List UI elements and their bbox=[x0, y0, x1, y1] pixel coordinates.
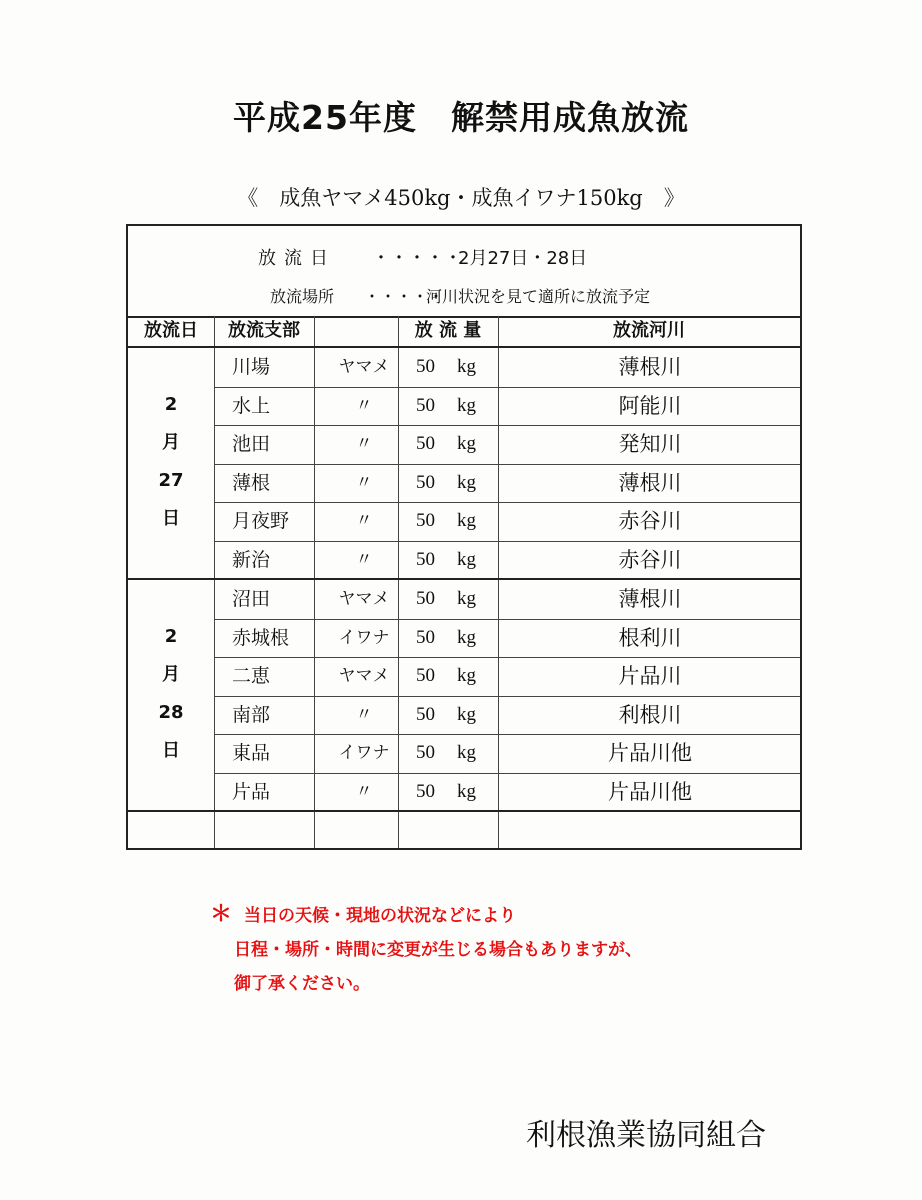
branch-cell: 月夜野 bbox=[232, 510, 290, 533]
release-place-value: 河川状況を見て適所に放流予定 bbox=[426, 287, 651, 306]
date-char: 28 bbox=[158, 701, 184, 723]
branch-cell: 南部 bbox=[232, 703, 271, 726]
notice-line-3: 御了承ください。 bbox=[234, 974, 370, 994]
branch-cell: 川場 bbox=[232, 356, 271, 378]
release-date-label: 放流日 bbox=[258, 248, 336, 269]
river-cell: 片品川他 bbox=[608, 780, 692, 804]
header-branch: 放流支部 bbox=[228, 320, 300, 341]
organization-name: 利根漁業協同組合 bbox=[526, 1118, 766, 1153]
fish-type-cell: 〃 bbox=[355, 434, 373, 455]
amount-cell bbox=[416, 773, 476, 811]
amount-unit: kg bbox=[457, 356, 476, 377]
fish-type-cell: 〃 bbox=[355, 511, 373, 532]
document-title: 平成25年度 解禁用成魚放流 bbox=[233, 98, 689, 137]
amount-unit: kg bbox=[457, 742, 476, 764]
amount-unit: kg bbox=[457, 549, 476, 570]
amount-value: 50 bbox=[416, 703, 435, 725]
amount-value: 50 bbox=[416, 356, 435, 377]
fish-type-cell: 〃 bbox=[355, 550, 373, 570]
notice-text-1: 当日の天候・現地の状況などにより bbox=[244, 906, 516, 926]
branch-cell: 東品 bbox=[232, 742, 271, 765]
release-date-dots: ・・・・・ bbox=[372, 248, 462, 269]
amount-unit: kg bbox=[457, 510, 476, 532]
branch-cell: 水上 bbox=[232, 394, 271, 417]
header-date: 放流日 bbox=[144, 320, 198, 341]
amount-cell bbox=[416, 464, 476, 502]
amount-cell bbox=[416, 580, 476, 618]
release-date-value: 2月27日・28日 bbox=[458, 248, 588, 269]
date-char: 月 bbox=[162, 431, 180, 453]
amount-unit: kg bbox=[457, 781, 476, 802]
amount-cell bbox=[416, 541, 476, 579]
amount-cell bbox=[416, 387, 476, 425]
fish-type-cell: 〃 bbox=[355, 395, 373, 416]
date-char: 2 bbox=[164, 625, 178, 647]
fish-type-cell: 〃 bbox=[355, 782, 373, 802]
amount-unit: kg bbox=[457, 394, 476, 416]
river-cell: 薄根川 bbox=[618, 587, 682, 611]
river-cell: 片品川他 bbox=[608, 741, 692, 766]
fish-type-cell: 〃 bbox=[355, 472, 373, 493]
asterisk-icon: ＊ bbox=[210, 902, 233, 927]
fish-type-cell: 〃 bbox=[355, 704, 373, 725]
amount-value: 50 bbox=[416, 665, 435, 687]
branch-cell: 新治 bbox=[232, 549, 271, 571]
river-cell: 発知川 bbox=[618, 432, 682, 457]
date-cell bbox=[128, 618, 214, 770]
branch-cell: 池田 bbox=[232, 433, 271, 456]
branch-cell: 沼田 bbox=[232, 588, 271, 610]
change-notice bbox=[210, 898, 642, 1001]
amount-cell bbox=[416, 502, 476, 540]
amount-unit: kg bbox=[457, 626, 476, 648]
header-river: 放流河川 bbox=[613, 320, 685, 341]
fish-type-cell: イワナ bbox=[338, 743, 390, 764]
notice-line-1 bbox=[210, 898, 642, 933]
branch-cell: 片品 bbox=[232, 781, 271, 803]
amount-cell bbox=[416, 734, 476, 772]
amount-cell bbox=[416, 619, 476, 657]
amount-cell bbox=[416, 348, 476, 386]
fish-type-cell: ヤマメ bbox=[338, 589, 390, 609]
river-cell: 薄根川 bbox=[618, 470, 682, 495]
date-char: 27 bbox=[158, 469, 184, 491]
notice-line-2: 日程・場所・時間に変更が生じる場合もありますが、 bbox=[234, 940, 642, 960]
branch-cell: 二恵 bbox=[232, 665, 271, 688]
amount-unit: kg bbox=[457, 433, 476, 455]
amount-value: 50 bbox=[416, 471, 435, 493]
release-schedule-sheet bbox=[126, 224, 802, 850]
release-place-dots: ・・・・・ bbox=[364, 287, 445, 306]
amount-cell bbox=[416, 696, 476, 734]
release-table bbox=[128, 316, 800, 848]
amount-value: 50 bbox=[416, 549, 435, 570]
amount-value: 50 bbox=[416, 588, 435, 609]
fish-type-cell: ヤマメ bbox=[338, 357, 390, 377]
river-cell: 根利川 bbox=[618, 625, 682, 650]
amount-cell bbox=[416, 425, 476, 463]
branch-cell: 赤城根 bbox=[232, 626, 290, 649]
info-block bbox=[128, 226, 800, 318]
river-cell: 利根川 bbox=[618, 702, 682, 727]
document-subtitle: 《 成魚ヤマメ450kg・成魚イワナ150kg 》 bbox=[237, 186, 685, 210]
fish-type-cell: イワナ bbox=[338, 627, 390, 648]
river-cell: 赤谷川 bbox=[618, 548, 682, 572]
header-amount: 放 流 量 bbox=[414, 320, 482, 341]
amount-unit: kg bbox=[457, 703, 476, 725]
col-divider bbox=[214, 316, 215, 848]
amount-value: 50 bbox=[416, 781, 435, 802]
amount-unit: kg bbox=[457, 471, 476, 493]
river-cell: 片品川 bbox=[618, 664, 682, 689]
amount-value: 50 bbox=[416, 510, 435, 532]
river-cell: 薄根川 bbox=[618, 355, 682, 379]
col-divider bbox=[498, 316, 499, 848]
col-divider bbox=[314, 316, 315, 848]
branch-cell: 薄根 bbox=[232, 471, 271, 494]
amount-value: 50 bbox=[416, 394, 435, 416]
fish-type-cell: ヤマメ bbox=[338, 666, 390, 687]
amount-value: 50 bbox=[416, 433, 435, 455]
date-char: 月 bbox=[162, 663, 180, 685]
amount-unit: kg bbox=[457, 588, 476, 609]
amount-unit: kg bbox=[457, 665, 476, 687]
release-place-label: 放流場所 bbox=[270, 287, 335, 306]
amount-cell bbox=[416, 657, 476, 695]
date-char: 日 bbox=[162, 739, 180, 761]
river-cell: 赤谷川 bbox=[618, 509, 682, 534]
date-cell bbox=[128, 386, 214, 538]
amount-value: 50 bbox=[416, 742, 435, 764]
river-cell: 阿能川 bbox=[618, 393, 682, 418]
date-char: 2 bbox=[164, 393, 178, 415]
amount-value: 50 bbox=[416, 626, 435, 648]
date-char: 日 bbox=[162, 507, 180, 529]
